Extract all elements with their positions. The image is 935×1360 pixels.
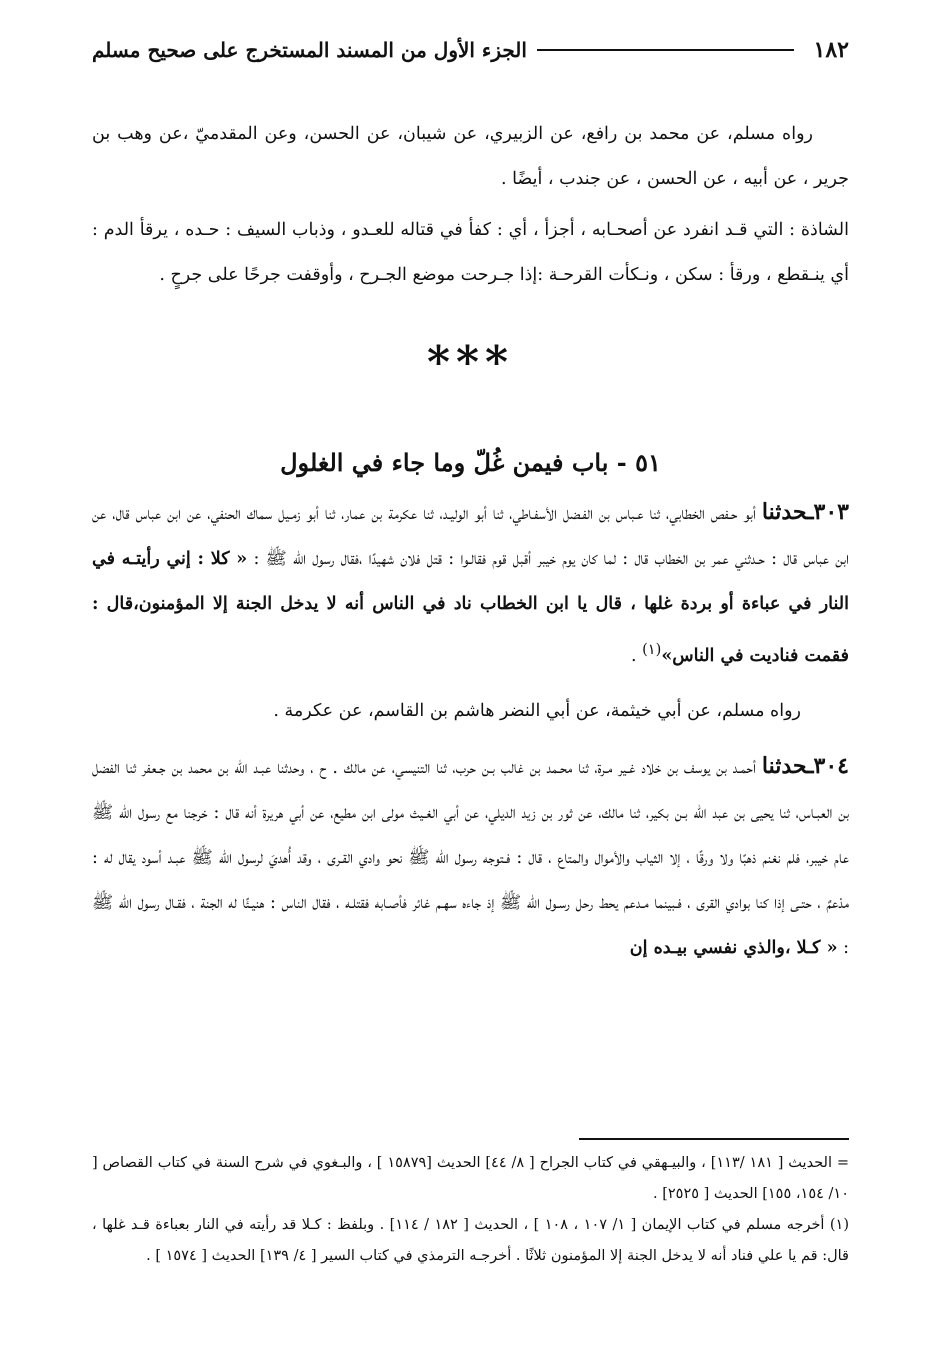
- header-rule: [537, 49, 794, 51]
- riwayah-paragraph: رواه مسلم، عن محمد بن رافع، عن الزبيري، عن شيبان، عن الحسن، وعن المقدميّ ،عن وهب بن جرير ، عن أبيه ، عن الحسن ، عن جندب ، أيضًا .: [92, 124, 849, 189]
- running-title: الجزء الأول من المسند المستخرج على صحيح مسلم: [92, 38, 527, 62]
- page-number: ١٨٢: [813, 37, 849, 63]
- hadith-number: ٣٠٣ـ: [807, 499, 849, 525]
- riwayah-paragraph: رواه مسلم، عن أبي خيثمة، عن أبي النضر هاشم بن القاسم، عن عكرمة .: [273, 700, 801, 721]
- footnote-rule: [579, 1138, 849, 1140]
- hadith-text: أحمـد بن يوسف بن خلاد غـير مـرة، ثنا محـمد بن غالب بـن حرب، ثنا التنيسي، عن مالك . ح ، وحدثنا عبـد الله بن محمد بن جـعفر ثنا الفضل بن العبـاس، ثنا يحيى بن عبد الله بـن بكير، ثنا مالك، عن ثور بن زيد الديلي، عن أبي الغـيث مولى ابن مطيع، عن أبي هريرة أنه قال : خرجنا مع رسول الله ﷺ عام خيبر، فلم نغنم ذهبًا ولا ورقًا ، إلا الثياب والأموال والمتاع ، قال : فـتوجه رسول الله ﷺ نحو وادي القـرى ، وقد أُهديَ لرسول الله ﷺ عبـد أسود يقال له : مدْعمٌ ، حتـى إذا كنا بوادي القرى ، فـبينما مـدعم يحط رحل رسـول الله ﷺ إذ جاءه سهـم غائر فأصـابه فقتلـه ، فقال الناس : هنيـئًا له الجنة ، فقـال رسول الله ﷺ :: [92, 757, 849, 958]
- hadith-end: .: [630, 645, 643, 666]
- hadith-number: ٣٠٤ـ: [807, 752, 849, 779]
- footnote: = الحديث [ ١٨١ /١١٣] ، والبيـهقي في كتاب الجراح [ ٨/ ٤٤] الحديث [١٥٨٧٩ ] ، والبـغوي في شرح السنة في كتاب القصاص [ ١٠/ ١٥٤، ١٥٥] الحديث [ ٢٥٢٥] .: [92, 1155, 850, 1202]
- running-header: [92, 28, 849, 72]
- hadith-303: [92, 490, 849, 679]
- chapter-title: ٥١ - باب فيمن غُلّ وما جاء في الغلول: [280, 448, 661, 477]
- hadith-304: [92, 744, 849, 971]
- footnotes: [92, 1138, 849, 1272]
- section-separator: ***: [426, 337, 515, 388]
- gloss-paragraph: الشاذة : التي قـد انفرد عن أصحـابه ، أجزأ ، أي : كفأ في قتاله للعـدو ، وذباب السيف : حـده ، يرقأ الدم : أي ينـقطع ، ورقأ : سكن ، ونـكأت القرحـة :إذا جـرحت موضع الجـرح ، وأوقفت جرحًا على جرحٍ .: [92, 220, 849, 285]
- hadith-keyword: حدثنا: [761, 499, 808, 525]
- hadith-isnad: أبو حـفص الخطابي، ثنا عـباس بن الفـضل الأسفـاطي، ثنا أبو الوليـد، ثنا عكرمة بن عمار، ثنا أبو زمـيل سماك الحنفي، عن ابن عباس قال، عن ابن عباس قال : حـدثني عمر بن الخطاب قال : لما كان يوم خيبر أقبل قوم فقالـوا : قتل فلان شهيدًا ،فقال رسول الله ﷺ :: [92, 504, 849, 569]
- footnote-reference: (١): [642, 641, 662, 658]
- hadith-matn: « كـلا ،والذي نفسي بيـده إن: [629, 937, 838, 958]
- footnote: (١) أخرجه مسلم في كتاب الإيمان [ ١/ ١٠٧ ، ١٠٨ ] ، الحديث [ ١٨٢ / ١١٤] . وبلفظ : كـلا قد رأيته في النار بعباءة قـد غلها ، قال: قم يا علي فناد أنه لا يدخل الجنة إلا المؤمنون ثلاثًا . أخرجـه الترمذي في كتاب السير [ ٤/ ١٣٩] الحديث [ ١٥٧٤ ] .: [92, 1217, 850, 1264]
- hadith-matn: « كلا : إني رأيتـه في النار في عباءة أو بردة غلها ، قال يا ابن الخطاب ناد في الناس أنه لا يدخل الجنة إلا المؤمنون،قال : فقمت فناديت في الناس»: [92, 549, 849, 666]
- hadith-keyword: حدثنا: [761, 752, 808, 779]
